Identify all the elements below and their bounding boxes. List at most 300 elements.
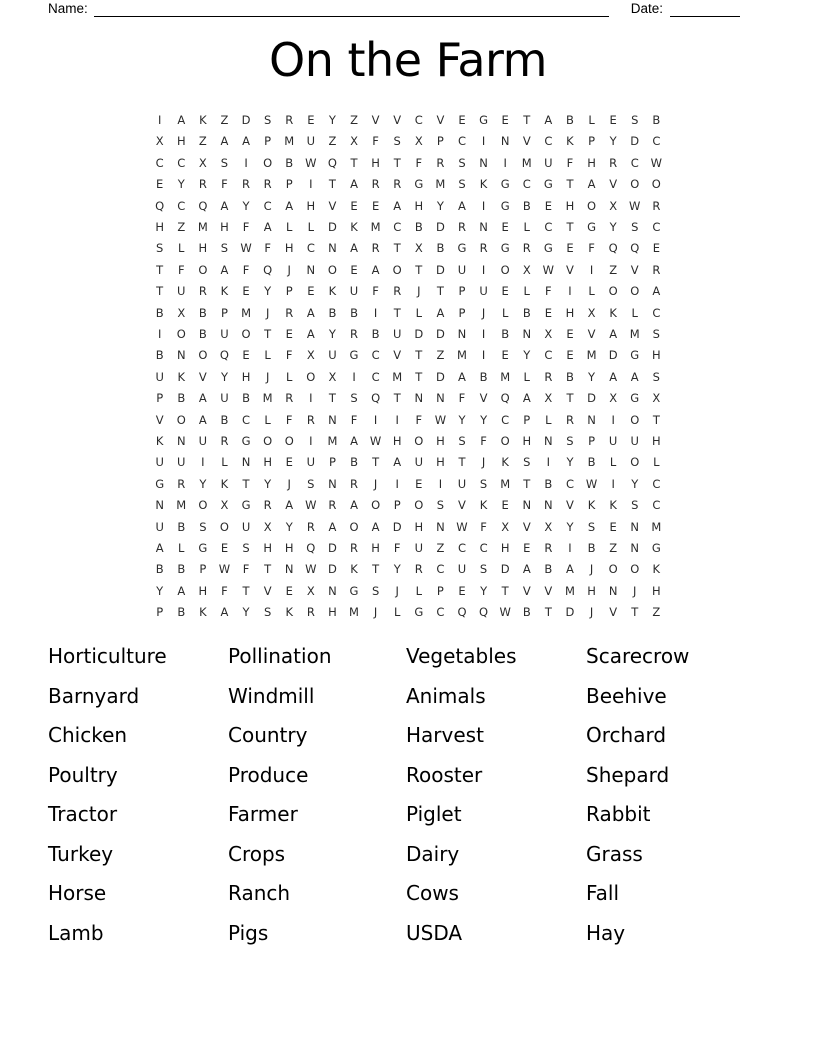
grid-letter: H [652, 583, 661, 598]
grid-letter: T [242, 583, 250, 598]
grid-letter: H [500, 541, 510, 556]
grid-letter: U [544, 155, 553, 170]
grid-letter: N [241, 455, 251, 470]
grid-letter: C [479, 541, 488, 556]
grid-letter: O [414, 498, 424, 513]
grid-letter: C [436, 562, 445, 577]
grid-letter: D [435, 327, 445, 342]
grid-letter: R [609, 155, 618, 170]
grid-letter: V [609, 177, 618, 192]
grid-letter: U [457, 262, 467, 277]
grid-letter: E [652, 241, 660, 256]
grid-letter: S [393, 134, 401, 149]
grid-letter: I [568, 284, 572, 299]
grid-letter: J [481, 305, 486, 320]
grid-letter: T [393, 155, 401, 170]
grid-letter: E [285, 327, 293, 342]
grid-letter: E [242, 348, 250, 363]
grid-letter: W [305, 498, 317, 513]
grid-letter: N [328, 412, 337, 427]
grid-letter: G [457, 241, 467, 256]
grid-letter: G [651, 541, 661, 556]
grid-letter: L [415, 305, 422, 320]
grid-letter: G [587, 219, 596, 234]
grid-letter: H [263, 541, 272, 556]
grid-letter: G [241, 498, 251, 513]
grid-letter: J [265, 305, 270, 320]
grid-letter: E [609, 112, 617, 127]
grid-letter: L [178, 541, 185, 556]
word-list-item: Lamb [48, 920, 104, 945]
grid-letter: K [587, 498, 596, 513]
grid-letter: R [522, 241, 531, 256]
grid-letter: F [221, 177, 228, 192]
grid-letter: U [155, 369, 164, 384]
grid-letter: V [566, 262, 574, 277]
grid-letter: L [286, 369, 293, 384]
grid-letter: I [481, 348, 486, 363]
grid-letter: B [522, 305, 531, 320]
grid-letter: L [631, 305, 638, 320]
grid-letter: V [522, 519, 531, 534]
grid-letter: J [589, 562, 594, 577]
grid-letter: W [499, 605, 511, 620]
grid-letter: S [263, 605, 272, 620]
grid-letter: F [285, 412, 293, 427]
grid-letter: I [373, 305, 378, 320]
grid-letter: A [220, 134, 229, 149]
grid-letter: M [176, 498, 187, 513]
grid-letter: W [369, 434, 382, 449]
grid-letter: Q [327, 155, 337, 170]
grid-letter: T [156, 284, 164, 299]
grid-letter: E [609, 519, 617, 534]
grid-letter: G [630, 391, 640, 406]
grid-letter: F [372, 134, 379, 149]
grid-letter: A [177, 112, 186, 127]
grid-letter: C [242, 412, 251, 427]
word-list-item: Fall [586, 881, 620, 905]
grid-letter: F [285, 348, 293, 363]
grid-letter: G [630, 348, 640, 363]
word-list-item: Horse [48, 881, 107, 905]
grid-letter: A [198, 412, 207, 427]
grid-letter: A [436, 305, 445, 320]
grid-letter: E [458, 583, 466, 598]
grid-letter: I [352, 369, 356, 384]
grid-letter: B [177, 391, 186, 406]
grid-letter: T [264, 562, 272, 577]
grid-letter: W [305, 155, 317, 170]
grid-letter: G [543, 177, 553, 192]
word-list-item: Ranch [228, 881, 291, 905]
grid-letter: U [220, 391, 229, 406]
grid-letter: X [177, 305, 186, 320]
grid-letter: O [630, 284, 640, 299]
grid-letter: L [221, 455, 228, 470]
grid-letter: Q [608, 241, 618, 256]
word-list-item: Scarecrow [586, 644, 690, 668]
grid-letter: X [220, 498, 229, 513]
grid-letter: Y [436, 198, 444, 213]
grid-letter: N [284, 562, 294, 577]
grid-letter: X [544, 327, 553, 342]
grid-letter: I [309, 391, 313, 406]
name-label: Name: [48, 1, 88, 16]
grid-letter: M [457, 348, 467, 363]
grid-letter: G [414, 177, 424, 192]
grid-letter: A [155, 541, 164, 556]
grid-letter: S [436, 498, 445, 513]
grid-letter: H [414, 198, 424, 213]
grid-letter: O [630, 455, 640, 470]
grid-letter: U [241, 519, 251, 534]
grid-letter: I [611, 476, 615, 491]
grid-letter: P [220, 305, 228, 320]
grid-letter: F [393, 541, 401, 556]
grid-letter: N [328, 241, 337, 256]
grid-letter: V [458, 498, 466, 513]
grid-letter: P [588, 434, 596, 449]
grid-letter: S [652, 327, 660, 342]
grid-letter: Z [436, 348, 445, 363]
grid-letter: Y [480, 412, 488, 427]
grid-letter: M [651, 519, 662, 534]
grid-letter: L [393, 605, 401, 620]
grid-letter: D [630, 134, 640, 149]
word-list-item: Turkey [48, 841, 114, 866]
word-list-item: Cows [406, 881, 459, 905]
grid-letter: X [544, 519, 553, 534]
grid-letter: H [587, 155, 596, 170]
grid-letter: X [155, 134, 164, 149]
word-list-item: Rooster [406, 762, 483, 787]
grid-letter: Y [220, 369, 228, 384]
grid-letter: H [284, 541, 294, 556]
grid-letter: H [565, 305, 575, 320]
grid-letter: B [587, 455, 596, 470]
grid-letter: T [372, 562, 380, 577]
grid-letter: R [652, 262, 661, 277]
grid-letter: P [588, 134, 596, 149]
grid-letter: I [503, 155, 507, 170]
grid-letter: B [350, 455, 358, 470]
grid-letter: O [608, 562, 618, 577]
grid-letter: E [544, 305, 552, 320]
word-list-column [48, 637, 228, 953]
grid-letter: E [501, 284, 509, 299]
grid-letter: P [264, 134, 272, 149]
word-list-item: Hay [586, 920, 626, 945]
grid-letter: A [285, 198, 294, 213]
grid-letter: R [306, 605, 315, 620]
grid-letter: V [609, 605, 618, 620]
grid-letter: R [220, 434, 229, 449]
word-list-column [586, 637, 770, 953]
grid-letter: Y [480, 583, 488, 598]
grid-letter: B [177, 519, 186, 534]
grid-letter: Q [457, 605, 467, 620]
grid-letter: S [199, 519, 207, 534]
word-list-item: Horticulture [48, 644, 167, 668]
grid-letter: A [458, 369, 466, 384]
grid-letter: Q [198, 198, 208, 213]
grid-letter: A [328, 519, 337, 534]
grid-letter: S [220, 155, 229, 170]
grid-letter: S [652, 369, 660, 384]
grid-letter: N [328, 476, 337, 491]
grid-letter: A [350, 241, 358, 256]
grid-letter: U [177, 284, 186, 299]
grid-letter: W [305, 562, 317, 577]
grid-letter: U [306, 455, 316, 470]
grid-letter: O [284, 434, 294, 449]
grid-letter: H [176, 134, 186, 149]
grid-letter: X [328, 369, 337, 384]
grid-letter: M [500, 476, 511, 491]
grid-letter: E [220, 541, 229, 556]
grid-letter: G [479, 112, 489, 127]
grid-letter: S [156, 241, 164, 256]
word-list [48, 637, 770, 953]
grid-letter: R [177, 476, 186, 491]
grid-letter: D [241, 112, 251, 127]
grid-letter: S [631, 498, 639, 513]
name-fill-line [94, 2, 609, 17]
grid-letter: C [306, 241, 315, 256]
grid-letter: A [220, 262, 229, 277]
grid-letter: L [286, 219, 293, 234]
grid-letter: S [307, 476, 315, 491]
grid-letter: K [220, 476, 229, 491]
grid-letter: Y [609, 219, 617, 234]
grid-letter: E [307, 112, 315, 127]
grid-letter: V [155, 412, 164, 427]
grid-letter: L [178, 241, 185, 256]
grid-letter: S [523, 455, 531, 470]
grid-letter: I [373, 412, 378, 427]
grid-letter: M [586, 348, 597, 363]
grid-letter: H [220, 219, 229, 234]
grid-letter: Y [177, 177, 185, 192]
grid-letter: O [630, 412, 640, 427]
grid-letter: B [285, 155, 294, 170]
grid-letter: I [481, 198, 486, 213]
grid-letter: Y [328, 112, 336, 127]
grid-letter: F [177, 262, 185, 277]
grid-letter: Q [479, 605, 489, 620]
word-search-grid [149, 110, 667, 624]
grid-letter: G [241, 434, 251, 449]
grid-letter: Q [263, 262, 273, 277]
grid-letter: P [458, 284, 466, 299]
grid-letter: B [242, 391, 250, 406]
grid-letter: I [395, 476, 399, 491]
grid-letter: B [652, 112, 661, 127]
grid-letter: I [481, 327, 486, 342]
grid-letter: W [629, 198, 641, 213]
grid-letter: C [652, 219, 661, 234]
grid-letter: Z [220, 112, 229, 127]
grid-letter: M [349, 605, 359, 620]
grid-letter: F [264, 241, 271, 256]
grid-letter: B [350, 305, 358, 320]
grid-letter: D [500, 562, 510, 577]
grid-letter: S [220, 241, 229, 256]
word-list-item: Chicken [48, 723, 128, 747]
grid-letter: S [631, 112, 639, 127]
grid-letter: Y [631, 476, 639, 491]
grid-letter: H [522, 434, 532, 449]
grid-letter: C [155, 155, 164, 170]
grid-letter: E [501, 112, 509, 127]
grid-letter: W [456, 519, 468, 534]
grid-letter: B [155, 348, 164, 363]
grid-letter: U [608, 434, 618, 449]
grid-letter: T [652, 412, 660, 427]
grid-letter: X [609, 198, 618, 213]
grid-letter: O [198, 262, 208, 277]
grid-letter: A [609, 369, 618, 384]
grid-letter: T [566, 177, 574, 192]
grid-letter: B [177, 605, 186, 620]
grid-letter: Y [199, 476, 207, 491]
grid-letter: O [630, 562, 640, 577]
grid-letter: E [415, 476, 423, 491]
grid-letter: B [479, 369, 488, 384]
grid-letter: K [328, 284, 337, 299]
grid-letter: F [415, 155, 423, 170]
grid-letter: P [458, 305, 466, 320]
grid-letter: T [458, 455, 466, 470]
word-list-item: Poultry [48, 762, 118, 787]
grid-letter: T [328, 177, 336, 192]
grid-letter: Q [219, 348, 229, 363]
grid-letter: A [609, 327, 618, 342]
grid-letter: V [328, 198, 337, 213]
grid-letter: A [566, 562, 574, 577]
grid-letter: C [414, 112, 423, 127]
grid-letter: C [652, 498, 661, 513]
grid-letter: A [242, 134, 250, 149]
name-date-row [48, 1, 740, 17]
grid-letter: O [327, 262, 337, 277]
word-list-item: Country [228, 723, 308, 747]
grid-letter: H [241, 369, 251, 384]
grid-letter: L [588, 284, 595, 299]
grid-letter: B [587, 541, 596, 556]
grid-letter: E [566, 348, 574, 363]
grid-letter: C [544, 348, 553, 363]
word-list-item: Grass [586, 841, 643, 866]
grid-letter: F [242, 219, 250, 234]
grid-letter: X [609, 391, 618, 406]
grid-letter: Q [306, 541, 316, 556]
grid-letter: R [263, 177, 272, 192]
grid-letter: R [350, 476, 359, 491]
grid-letter: M [327, 434, 338, 449]
grid-letter: G [414, 605, 424, 620]
grid-letter: C [177, 198, 186, 213]
grid-letter: N [630, 519, 640, 534]
grid-letter: M [435, 177, 446, 192]
grid-letter: Y [264, 476, 272, 491]
grid-letter: X [522, 262, 531, 277]
grid-letter: Z [436, 541, 445, 556]
grid-letter: T [436, 284, 444, 299]
grid-letter: X [263, 519, 272, 534]
grid-letter: Y [156, 583, 164, 598]
grid-letter: L [264, 412, 271, 427]
grid-letter: M [370, 219, 381, 234]
grid-letter: Y [242, 198, 250, 213]
grid-letter: B [177, 562, 186, 577]
grid-letter: R [544, 369, 553, 384]
grid-letter: G [349, 348, 359, 363]
grid-letter: A [220, 605, 229, 620]
grid-letter: E [156, 177, 164, 192]
grid-letter: J [589, 605, 594, 620]
grid-letter: D [327, 541, 337, 556]
grid-letter: Z [652, 605, 661, 620]
grid-letter: E [544, 198, 552, 213]
word-list-item: Animals [406, 683, 486, 708]
grid-letter: C [501, 412, 510, 427]
grid-letter: Z [609, 541, 618, 556]
grid-letter: L [523, 369, 530, 384]
grid-letter: A [522, 562, 531, 577]
word-list-item: Barnyard [48, 683, 140, 708]
grid-letter: A [371, 262, 380, 277]
grid-letter: U [328, 348, 337, 363]
grid-letter: R [565, 412, 574, 427]
grid-letter: R [198, 284, 207, 299]
grid-letter: J [287, 262, 291, 277]
grid-letter: K [479, 498, 488, 513]
grid-letter: O [630, 177, 640, 192]
word-list-item: Dairy [406, 841, 460, 866]
grid-letter: S [458, 434, 466, 449]
date-fill-line [670, 2, 740, 17]
grid-letter: R [285, 391, 294, 406]
grid-letter: S [371, 583, 380, 598]
grid-letter: O [349, 519, 359, 534]
grid-letter: I [438, 476, 443, 491]
grid-letter: R [457, 219, 466, 234]
grid-letter: O [500, 262, 510, 277]
grid-letter: A [393, 455, 402, 470]
grid-letter: S [479, 562, 488, 577]
grid-letter: N [479, 155, 488, 170]
grid-letter: H [328, 605, 337, 620]
grid-letter: A [263, 219, 272, 234]
grid-letter: H [155, 219, 164, 234]
grid-letter: F [458, 391, 466, 406]
grid-letter: R [350, 541, 359, 556]
grid-letter: T [631, 605, 639, 620]
grid-letter: J [481, 455, 486, 470]
grid-letter: Z [198, 134, 207, 149]
word-list-column [228, 637, 406, 953]
grid-letter: I [395, 412, 399, 427]
grid-letter: B [414, 219, 423, 234]
grid-letter: O [198, 348, 208, 363]
grid-letter: D [608, 348, 618, 363]
grid-letter: A [306, 305, 315, 320]
grid-letter: G [155, 476, 165, 491]
grid-letter: I [157, 112, 162, 127]
grid-letter: N [436, 519, 445, 534]
